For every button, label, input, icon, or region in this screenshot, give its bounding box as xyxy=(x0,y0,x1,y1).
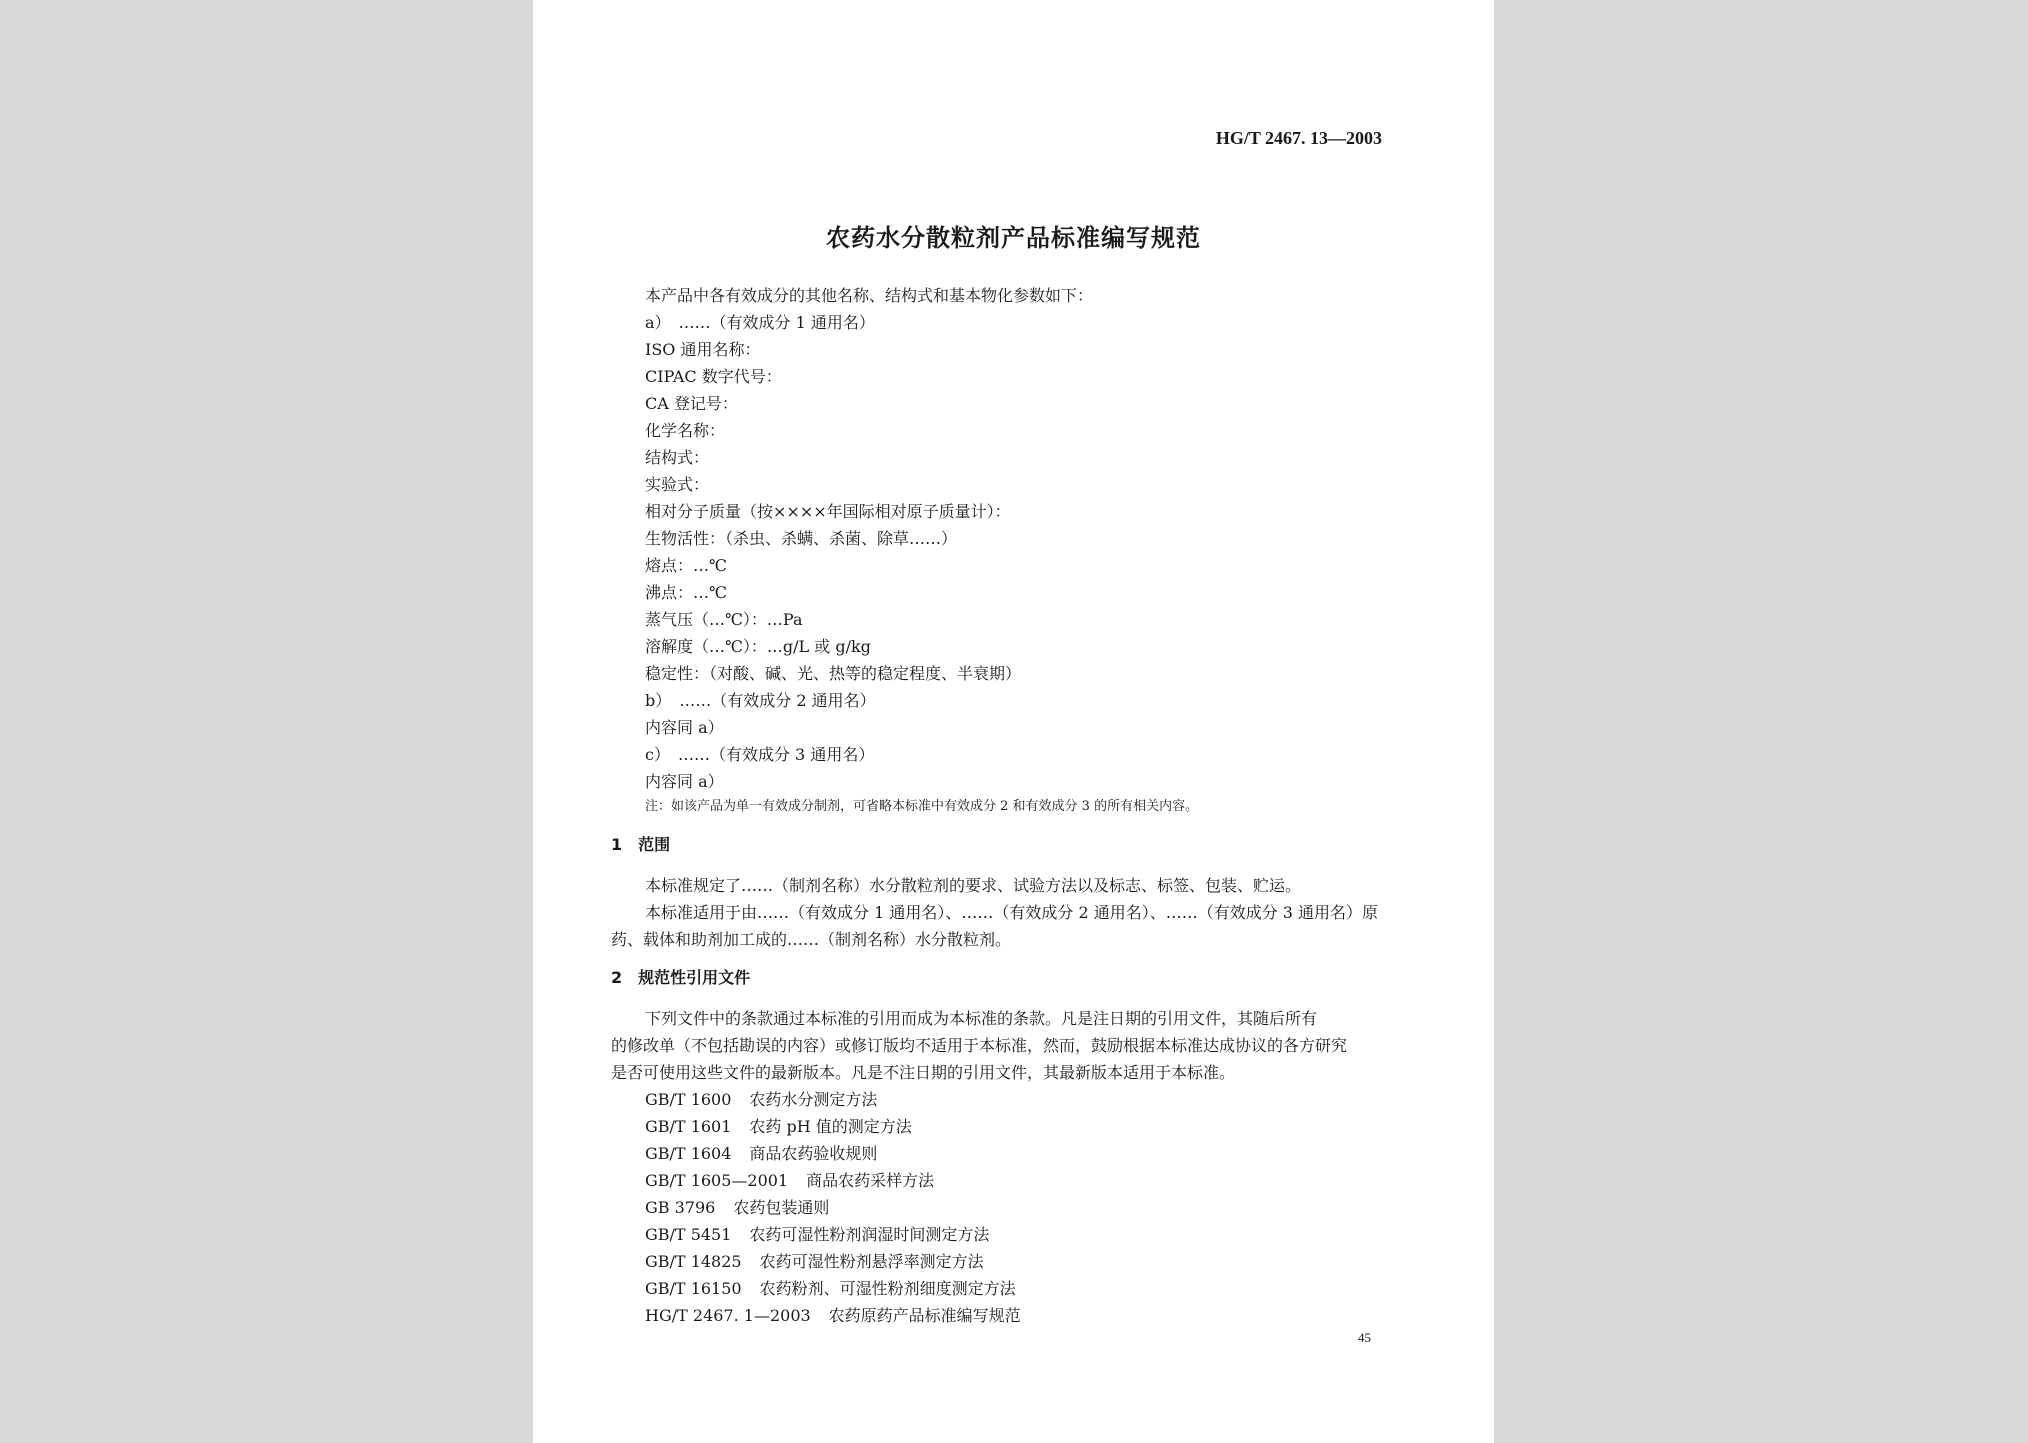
intro-line: 内容同 a） xyxy=(645,772,724,791)
intro-line: b） ……（有效成分 2 通用名） xyxy=(645,691,876,710)
reference-item xyxy=(645,1116,912,1138)
reference-code: GB/T 5451 xyxy=(645,1225,732,1244)
reference-code: GB/T 1604 xyxy=(645,1144,732,1163)
section-2-heading: 2 规范性引用文件 xyxy=(611,968,751,987)
reference-name: 商品农药验收规则 xyxy=(749,1144,878,1163)
intro-line: 溶解度（…℃）：…g/L 或 g/kg xyxy=(645,637,871,656)
reference-code: GB 3796 xyxy=(645,1198,716,1217)
reference-name: 农药可湿性粉剂悬浮率测定方法 xyxy=(759,1252,984,1271)
reference-name: 农药 pH 值的测定方法 xyxy=(749,1117,912,1136)
reference-name: 农药可湿性粉剂润湿时间测定方法 xyxy=(749,1225,990,1244)
intro-line: 相对分子质量（按××××年国际相对原子质量计）： xyxy=(645,502,1011,521)
reference-name: 农药原药产品标准编写规范 xyxy=(828,1306,1021,1325)
reference-item xyxy=(645,1278,1016,1300)
intro-line: 实验式： xyxy=(645,475,710,494)
document-code: HG/T 2467. 13—2003 xyxy=(1215,128,1382,148)
intro-line: 生物活性：（杀虫、杀螨、杀菌、除草……） xyxy=(645,529,958,548)
reference-item xyxy=(645,1251,984,1273)
reference-name: 农药包装通则 xyxy=(733,1198,830,1217)
page-title: 农药水分散粒剂产品标准编写规范 xyxy=(826,224,1201,252)
reference-code: GB/T 1601 xyxy=(645,1117,732,1136)
page-number: 45 xyxy=(1358,1330,1371,1345)
reference-item xyxy=(645,1224,989,1246)
intro-line: 稳定性：（对酸、碱、光、热等的稳定程度、半衰期） xyxy=(645,664,1022,683)
intro-line: 结构式： xyxy=(645,448,710,467)
section-2-paragraph: 是否可使用这些文件的最新版本。凡是不注日期的引用文件，其最新版本适用于本标准。 xyxy=(611,1063,1236,1082)
section-1-paragraph: 本标准适用于由……（有效成分 1 通用名）、……（有效成分 2 通用名）、……（有效成分 3 通用名）原 xyxy=(645,903,1379,922)
intro-line: 沸点：…℃ xyxy=(645,583,727,602)
intro-line: a） ……（有效成分 1 通用名） xyxy=(645,313,875,332)
intro-line: ISO 通用名称： xyxy=(645,340,761,359)
section-2-paragraph: 下列文件中的条款通过本标准的引用而成为本标准的条款。凡是注日期的引用文件，其随后所有 xyxy=(645,1009,1318,1028)
intro-line: 本产品中各有效成分的其他名称、结构式和基本物化参数如下： xyxy=(645,286,1094,305)
reference-item xyxy=(645,1170,934,1192)
intro-line: 化学名称： xyxy=(645,421,726,440)
reference-name: 农药水分测定方法 xyxy=(749,1090,878,1109)
intro-line: 熔点：…℃ xyxy=(645,556,727,575)
reference-item xyxy=(645,1305,1021,1327)
section-1-paragraph: 药、载体和助剂加工成的……（制剂名称）水分散粒剂。 xyxy=(611,930,1012,949)
reference-code: HG/T 2467. 1—2003 xyxy=(645,1306,811,1325)
intro-line: 内容同 a） xyxy=(645,718,724,737)
intro-line: 蒸气压（…℃）：…Pa xyxy=(645,610,803,629)
reference-code: GB/T 1605—2001 xyxy=(645,1171,789,1190)
section-1-paragraph: 本标准规定了……（制剂名称）水分散粒剂的要求、试验方法以及标志、标签、包装、贮运。 xyxy=(645,876,1302,895)
document-page xyxy=(533,0,1494,1443)
reference-name: 商品农药采样方法 xyxy=(806,1171,935,1190)
section-1-heading: 1 范围 xyxy=(611,835,671,854)
intro-line: CIPAC 数字代号： xyxy=(645,367,782,386)
reference-code: GB/T 1600 xyxy=(645,1090,732,1109)
section-2-paragraph: 的修改单（不包括勘误的内容）或修订版均不适用于本标准，然而，鼓励根据本标准达成协议的各方研究 xyxy=(611,1036,1348,1055)
reference-code: GB/T 16150 xyxy=(645,1279,742,1298)
intro-line: c） ……（有效成分 3 通用名） xyxy=(645,745,875,764)
reference-item xyxy=(645,1089,877,1111)
intro-line: CA 登记号： xyxy=(645,394,738,413)
note: 注：如该产品为单一有效成分制剂，可省略本标准中有效成分 2 和有效成分 3 的所有相关内容。 xyxy=(645,799,1199,814)
reference-item xyxy=(645,1197,829,1219)
reference-item xyxy=(645,1143,877,1165)
reference-code: GB/T 14825 xyxy=(645,1252,742,1271)
reference-name: 农药粉剂、可湿性粉剂细度测定方法 xyxy=(759,1279,1016,1298)
